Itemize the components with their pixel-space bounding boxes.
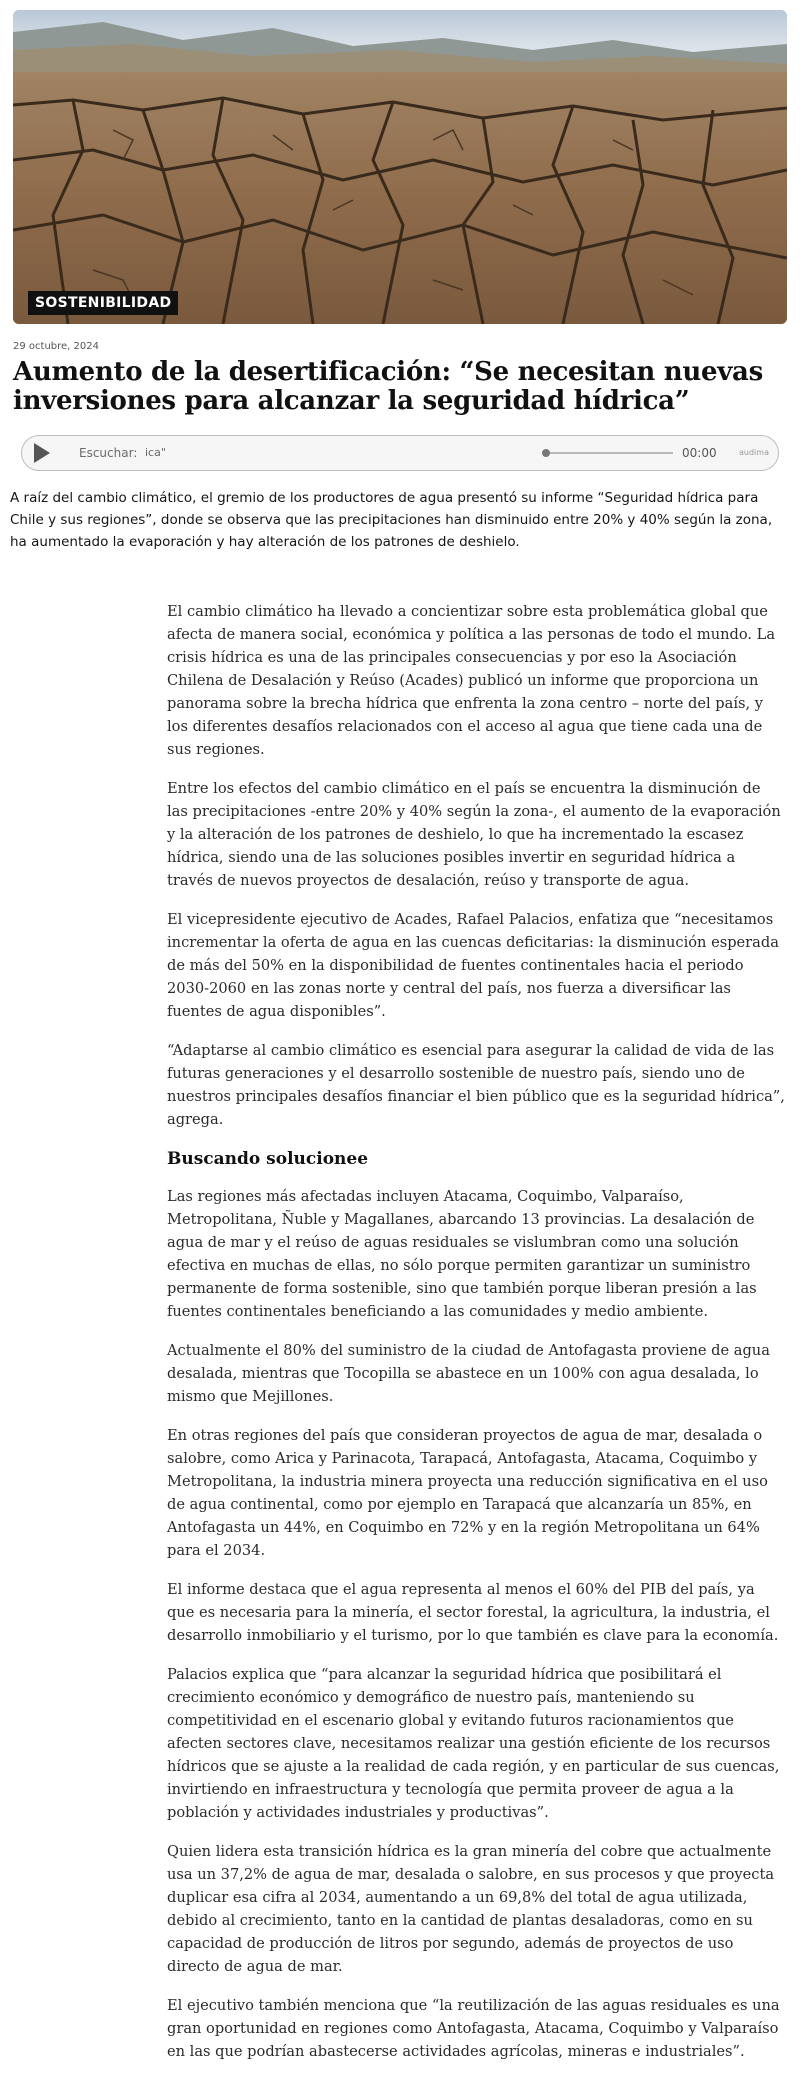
article-lead: A raíz del cambio climático, el gremio de los productores de agua presentó su informe “Seguridad hídrica para Chile y sus regiones”, donde se observa que las precipitaciones han disminuido entre 20% y 40% según la zona, ha aumentado la evaporación y hay alteración de los patrones de deshielo. bbox=[10, 490, 773, 550]
body-paragraph: El cambio climático ha llevado a concientizar sobre esta problemática global que afecta de manera social, económica y política a las personas de todo el mundo. La crisis hídrica es una de las principales consecuencias y por eso la Asociación Chilena de Desalación y Reúso (Acades) publicó un informe que proporciona un panorama sobre la brecha hídrica que enfrenta la zona centro – norte del país, y los diferentes desafíos relacionados con el acceso al agua que tiene cada una de sus regiones. bbox=[167, 603, 776, 758]
article-body bbox=[167, 600, 785, 2079]
body-paragraph: Actualmente el 80% del suministro de la ciudad de Antofagasta proviene de agua desalada, mientras que Tocopilla se abastece en un 100% con agua desalada, lo mismo que Mejillones. bbox=[167, 1342, 770, 1405]
body-paragraph: Las regiones más afectadas incluyen Atacama, Coquimbo, Valparaíso, Metropolitana, Ñuble y Magallanes, abarcando 13 provincias. La desalación de agua de mar y el reúso de aguas residuales se vislumbran como una solución efectiva en muchas de ellas, no sólo porque permiten garantizar un suministro permanente de forma sostenible, sino que también porque liberan presión a las fuentes continentales beneficiando a las comunidades y medio ambiente. bbox=[167, 1188, 757, 1320]
play-icon[interactable] bbox=[34, 443, 50, 463]
audio-brand[interactable]: audima bbox=[739, 448, 769, 457]
body-paragraph: “Adaptarse al cambio climático es esencial para asegurar la calidad de vida de las futuras generaciones y el desarrollo sostenible de nuestro país, siendo uno de nuestros principales desafíos financiar el bien público que es la seguridad hídrica”, agrega. bbox=[167, 1042, 785, 1128]
section-heading: Buscando solucionee bbox=[167, 1149, 369, 1169]
body-paragraph: El ejecutivo también menciona que “la reutilización de las aguas residuales es una gran oportunidad en regiones como Antofagasta, Atacama, Coquimbo y Valparaíso en las que podrían abastecerse actividades agrícolas, mineras e industriales”. bbox=[167, 1997, 780, 2060]
audio-player[interactable] bbox=[21, 435, 779, 471]
audio-time: 00:00 bbox=[682, 446, 717, 460]
body-paragraph: El vicepresidente ejecutivo de Acades, Rafael Palacios, enfatiza que “necesitamos incrementar la oferta de agua en las cuencas deficitarias: la disminución esperada de más del 50% en la disponibilidad de fuentes continentales hacia el periodo 2030-2060 en las zonas norte y central del país, nos fuerza a diversificar las fuentes de agua disponibles”. bbox=[167, 911, 779, 1020]
body-paragraph: Entre los efectos del cambio climático en el país se encuentra la disminución de las precipitaciones -entre 20% y 40% según la zona-, el aumento de la evaporación y la alteración de los patrones de deshielo, lo que ha incrementado la escasez hídrica, siendo una de las soluciones posibles invertir en seguridad hídrica a través de nuevos proyectos de desalación, reúso y transporte de agua. bbox=[167, 780, 781, 889]
category-badge[interactable]: SOSTENIBILIDAD bbox=[28, 291, 178, 315]
audio-listen-label: Escuchar: bbox=[79, 446, 138, 460]
publish-date: 29 octubre, 2024 bbox=[13, 341, 99, 352]
body-paragraph: El informe destaca que el agua representa al menos el 60% del PIB del país, ya que es necesaria para la minería, el sector forestal, la agricultura, la industria, el desarrollo inmobiliario y el turismo, por lo que también es clave para la economía. bbox=[167, 1581, 779, 1644]
audio-track-name: ica" bbox=[145, 446, 166, 459]
audio-progress-slider[interactable] bbox=[545, 452, 673, 454]
body-paragraph: En otras regiones del país que consideran proyectos de agua de mar, desalada o salobre, como Arica y Parinacota, Tarapacá, Antofagasta, Atacama, Coquimbo y Metropolitana, la industria minera proyecta una reducción significativa en el uso de agua continental, como por ejemplo en Tarapacá que alcanzaría un 85%, en Antofagasta un 44%, en Coquimbo en 72% y en la región Metropolitana un 64% para el 2034. bbox=[167, 1427, 768, 1559]
article-title: Aumento de la desertificación: “Se necesitan nuevas inversiones para alcanzar la seguridad hídrica” bbox=[13, 357, 763, 416]
body-paragraph: Palacios explica que “para alcanzar la seguridad hídrica que posibilitará el crecimiento económico y demográfico de nuestro país, manteniendo su competitividad en el escenario global y evitando futuros racionamientos que afecten sectores clave, necesitamos realizar una gestión eficiente de los recursos hídricos que se ajuste a la realidad de cada región, y en particular de sus cuencas, invirtiendo en infraestructura y tecnología que permita proveer de agua a la población y actividades industriales y productivas”. bbox=[167, 1666, 780, 1821]
hero-image bbox=[13, 10, 787, 324]
audio-progress-knob[interactable] bbox=[542, 449, 550, 457]
cracked-earth-illustration bbox=[13, 10, 787, 324]
body-paragraph: Quien lidera esta transición hídrica es la gran minería del cobre que actualmente usa un 37,2% de agua de mar, desalada o salobre, en sus procesos y que proyecta duplicar esa cifra al 2034, aumentando a un 69,8% del total de agua utilizada, debido al crecimiento, tanto en la cantidad de plantas desaladoras, como en su capacidad de producción de litros por segundo, además de proyectos de uso directo de agua de mar. bbox=[167, 1843, 775, 1975]
